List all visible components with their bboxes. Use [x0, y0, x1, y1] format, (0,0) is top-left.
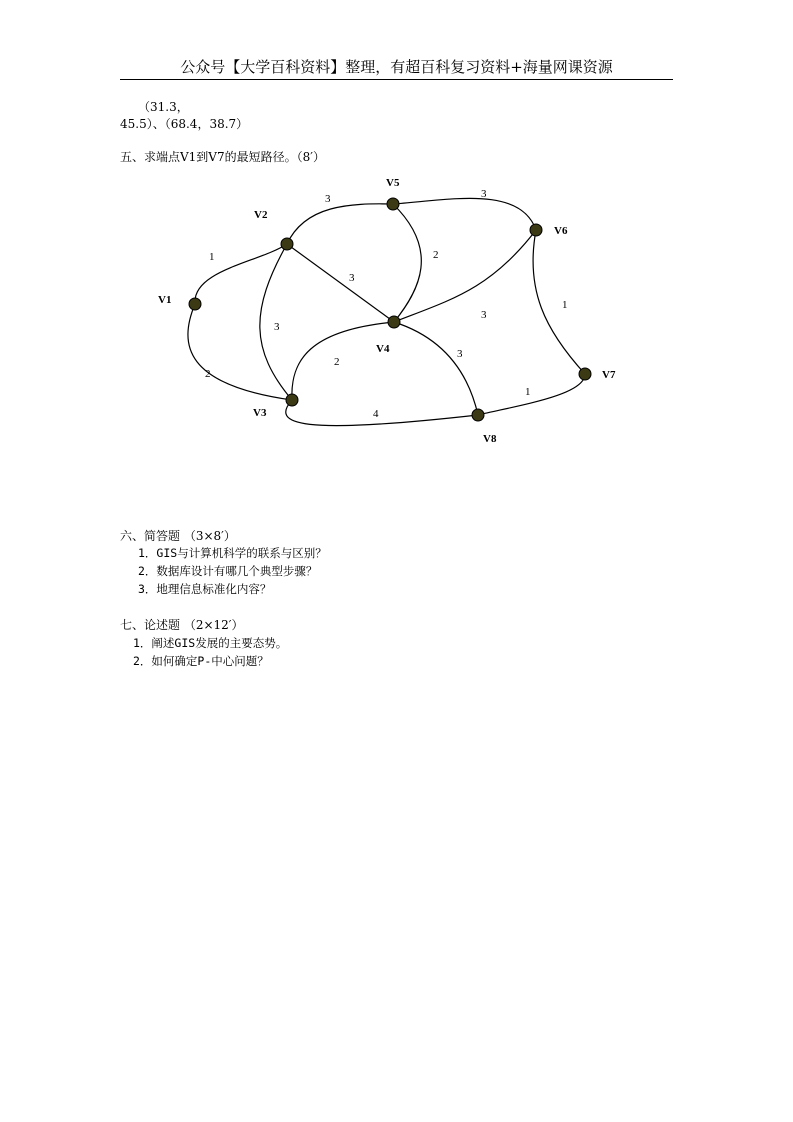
vertex-v6	[530, 224, 542, 236]
edge-v5-v6	[393, 198, 536, 230]
vertex-v7	[579, 368, 591, 380]
coords-line-1: （31.3，	[138, 100, 189, 114]
edge-v3-v8	[286, 400, 478, 426]
graph-nodes	[189, 198, 591, 421]
weight-v2-v4: 3	[349, 272, 355, 284]
vertex-label-v7: V7	[602, 369, 616, 381]
edge-v4-v3	[292, 322, 394, 400]
section7-item-1: 1．阐述GIS发展的主要态势。	[133, 636, 288, 650]
vertex-label-v6: V6	[554, 225, 568, 237]
weight-v8-v7: 1	[525, 386, 531, 398]
weight-v2-v5: 3	[325, 193, 331, 205]
coords-line-2: 45.5）、（68.4，38.7）	[120, 117, 249, 131]
weight-v6-v4: 3	[481, 309, 487, 321]
edge-v6-v4	[394, 230, 536, 322]
weight-v3-v8: 4	[373, 408, 379, 420]
section6-title: 六、简答题 （3×8′）	[120, 529, 236, 543]
edge-v8-v7	[478, 374, 585, 415]
weight-v4-v3: 2	[334, 356, 340, 368]
weight-v1-v3: 2	[205, 368, 211, 380]
vertex-label-v8: V8	[483, 433, 497, 445]
weight-v4-v8: 3	[457, 348, 463, 360]
weight-v2-v3: 3	[274, 321, 280, 333]
vertex-v1	[189, 298, 201, 310]
page-header: 公众号【大学百科资料】整理，有超百科复习资料+海量网课资源	[180, 58, 613, 76]
vertex-v2	[281, 238, 293, 250]
weight-v1-v2: 1	[209, 251, 215, 263]
vertex-label-v2: V2	[254, 209, 268, 221]
vertex-v4	[388, 316, 400, 328]
section7-item-2: 2．如何确定P-中心问题？	[133, 654, 269, 668]
weight-v5-v6: 3	[481, 188, 487, 200]
section6-item-2: 2．数据库设计有哪几个典型步骤？	[138, 564, 318, 578]
vertex-label-v3: V3	[253, 407, 267, 419]
vertex-label-v4: V4	[376, 343, 390, 355]
vertex-label-v5: V5	[386, 177, 400, 189]
weight-v5-v4: 2	[433, 249, 439, 261]
section6-item-3: 3．地理信息标准化内容？	[138, 582, 272, 596]
vertex-v3	[286, 394, 298, 406]
section6-item-1: 1．GIS与计算机科学的联系与区别？	[138, 546, 327, 560]
vertex-label-v1: V1	[158, 294, 172, 306]
edge-v1-v3	[188, 304, 292, 400]
section7-title: 七、论述题 （2×12′）	[120, 618, 244, 632]
vertex-v8	[472, 409, 484, 421]
edge-v2-v4	[287, 244, 394, 322]
edge-v4-v8	[394, 322, 478, 415]
edge-v2-v5	[287, 204, 393, 244]
edge-v5-v4	[393, 204, 421, 322]
vertex-v5	[387, 198, 399, 210]
edge-v6-v7	[533, 230, 585, 374]
weight-v6-v7: 1	[562, 299, 568, 311]
section5-title: 五、求端点V1到V7的最短路径。（8′）	[120, 150, 325, 164]
